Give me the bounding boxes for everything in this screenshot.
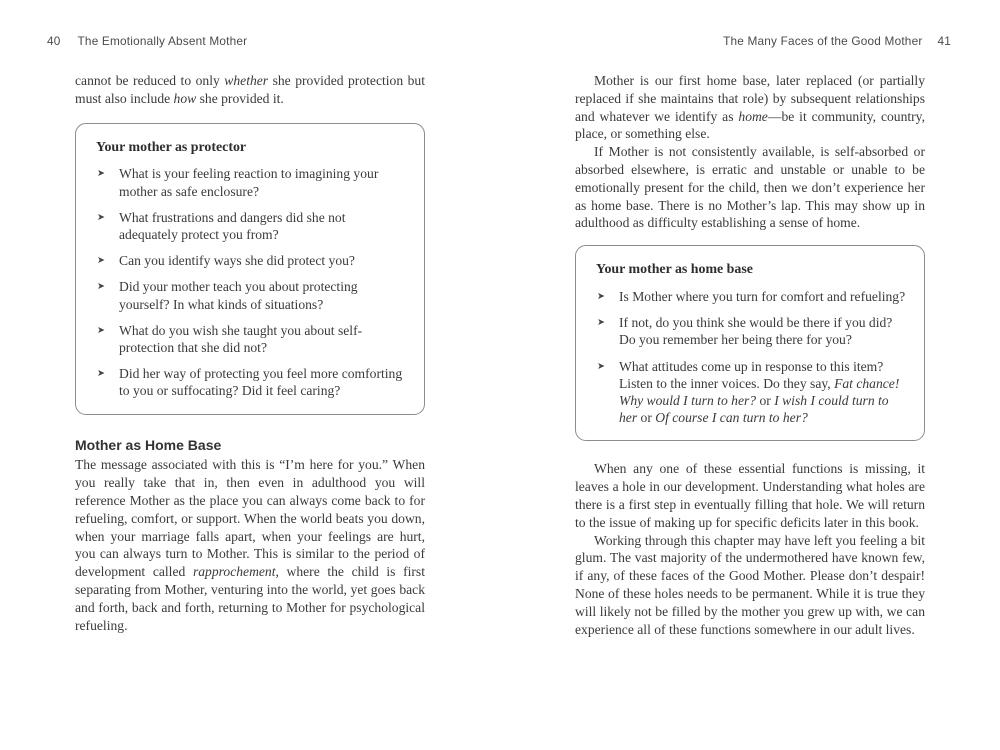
question-item [96, 209, 406, 243]
question-box-protector [75, 123, 425, 415]
arrow-bullet-icon: ➤ [97, 282, 105, 293]
question-text: Can you identify ways she did protect you? [119, 253, 355, 269]
question-text: Did your mother teach you about protecting yourself? In what kinds of situations? [119, 279, 358, 312]
question-item [596, 288, 906, 305]
arrow-bullet-icon: ➤ [597, 318, 605, 329]
arrow-bullet-icon: ➤ [597, 361, 605, 372]
question-item [96, 278, 406, 312]
section-heading: Mother as Home Base [75, 436, 222, 453]
question-item [96, 252, 406, 269]
body-paragraph: If Mother is not consistently available, is self-absorbed or absorbed elsewhere, is erratic and unstable or unable to be emotionally present for the child, then we don’t experience her as home base. There is no Mother’s lap. This may show up in adulthood as difficulty establishing a sense of home. [575, 144, 925, 231]
left-page-column [75, 72, 425, 634]
question-text: What attitudes come up in response to this item? Listen to the inner voices. Do they say, Fat chance! Why would I turn to her? or I wish I could turn to her or Of course I can turn to her? [619, 358, 900, 426]
running-head-left [47, 34, 247, 48]
arrow-bullet-icon: ➤ [97, 212, 105, 223]
question-item [96, 322, 406, 356]
body-paragraph: Working through this chapter may have left you feeling a bit glum. The vast majority of the undermothered have known few, if any, of these faces of the Good Mother. Please don’t despair! None of these holes needs to be permanent. While it is true they will likely not be filled by the mother you grew up with, we can experience all of these functions somewhere in our adult lives. [575, 532, 925, 637]
question-text: What frustrations and dangers did she not adequately protect you from? [119, 209, 346, 242]
question-text: Is Mother where you turn for comfort and refueling? [619, 288, 906, 304]
body-paragraph: Mother is our first home base, later replaced (or partially replaced if she maintains that role) by subsequent relationships and whatever we identify as home—be it community, country, place, or something else. [575, 73, 925, 142]
question-list [596, 288, 906, 426]
arrow-bullet-icon: ➤ [97, 169, 105, 180]
question-box-home-base [575, 245, 925, 441]
arrow-bullet-icon: ➤ [97, 256, 105, 267]
arrow-bullet-icon: ➤ [97, 325, 105, 336]
chapter-title: The Many Faces of the Good Mother [723, 34, 923, 48]
question-text: What do you wish she taught you about self-protection that she did not? [119, 322, 363, 356]
question-text: If not, do you think she would be there if you did? Do you remember her being there for you? [619, 315, 893, 348]
running-head-right [723, 34, 951, 48]
question-item [596, 358, 906, 427]
intro-paragraph: cannot be reduced to only whether she provided protection but must also include how she provided it. [75, 73, 425, 106]
arrow-bullet-icon: ➤ [597, 291, 605, 302]
question-text: Did her way of protecting you feel more comforting to you or suffocating? Did it feel caring? [119, 366, 403, 399]
question-box-title: Your mother as protector [96, 139, 247, 155]
question-text: What is your feeling reaction to imagining your mother as safe enclosure? [119, 166, 379, 199]
section-paragraph: The message associated with this is “I’m here for you.” When you really take that in, then even in adulthood you will reference Mother as the place you can always come back to for refueling, comfort, or support. When the world beats you down, when your marriage falls apart, when your feelings are hurt, you can always turn to Mother. This is similar to the period of development called rapprochement, where the child is first separating from Mother, venturing into the world, yet goes back and forth, back and forth, returning to Mother for psychological refueling. [75, 457, 426, 633]
question-list [96, 165, 406, 399]
question-box-title: Your mother as home base [596, 262, 753, 278]
book-title: The Emotionally Absent Mother [77, 34, 248, 48]
right-page-column [575, 72, 925, 638]
question-item [596, 314, 906, 348]
question-item [96, 165, 406, 199]
page-number-right: 41 [937, 34, 951, 48]
arrow-bullet-icon: ➤ [97, 369, 105, 380]
question-item [96, 365, 406, 399]
body-paragraph: When any one of these essential functions is missing, it leaves a hole in our development. Understanding what holes are there is a first step in eventually filling that hole. We will return to the issue of making up for specific deficits later in this book. [575, 461, 925, 530]
page-number-left: 40 [47, 34, 61, 48]
